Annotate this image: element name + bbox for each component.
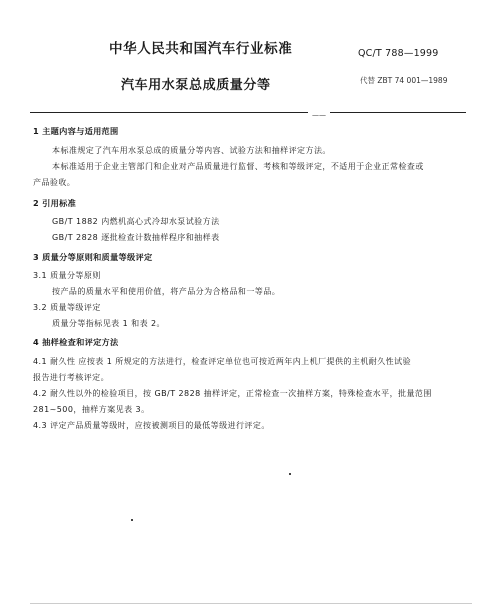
section-3-heading: 3 质量分等原则和质量等级评定 [33, 252, 153, 262]
standard-title: 中华人民共和国汽车行业标准 [109, 41, 293, 57]
clause-4-2-line-2: 281~500，抽样方案见表 3。 [33, 405, 150, 414]
section-1-paragraph-2-line-2: 产品验收。 [33, 178, 76, 187]
reference-gb-t-1882: GB/T 1882 内燃机高心式冷却水泵试验方法 [52, 217, 220, 226]
clause-4-1-line-2: 报告进行考核评定。 [33, 373, 110, 382]
clause-3-1-heading: 3.1 质量分等原则 [33, 271, 101, 280]
section-1-heading: 1 主题内容与适用范围 [33, 126, 119, 136]
clause-4-2-line-1: 4.2 耐久性以外的检验项目，按 GB/T 2828 抽样评定，正常检查一次抽样方案，特殊检查水平，批量范围 [33, 389, 432, 398]
section-1-paragraph-1: 本标准规定了汽车用水泵总成的质量分等内容、试验方法和抽样评定方法。 [52, 146, 331, 155]
header-rule-right [330, 112, 466, 113]
section-1-paragraph-2-line-1: 本标准适用于企业主管部门和企业对产品质量进行监督、考核和等级评定，不适用于企业正常检查或 [52, 162, 424, 171]
section-4-heading: 4 抽样检查和评定方法 [33, 337, 119, 347]
scan-speck [131, 519, 133, 521]
header-rule-mark: —— [312, 111, 326, 119]
section-2-heading: 2 引用标准 [33, 198, 77, 208]
clause-4-3: 4.3 评定产品质量等级时，应按被测项目的最低等级进行评定。 [33, 421, 270, 430]
clause-4-1-line-1: 4.1 耐久性 应按表 1 所规定的方法进行，检查评定单位也可按近两年内上机厂提供的主机耐久性试验 [33, 357, 412, 366]
reference-gb-t-2828: GB/T 2828 逐批检查计数抽样程序和抽样表 [52, 233, 220, 242]
scan-speck [289, 473, 291, 475]
clause-3-2-text: 质量分等指标见表 1 和表 2。 [52, 319, 166, 328]
standard-code: QC/T 788—1999 [358, 48, 439, 59]
clause-3-1-text: 按产品的质量水平和使用价值，将产品分为合格品和一等品。 [52, 287, 281, 296]
replaces-note: 代替 ZBT 74 001—1989 [360, 76, 448, 85]
clause-3-2-heading: 3.2 质量等级评定 [33, 303, 101, 312]
header-rule-left [30, 112, 308, 113]
document-title: 汽车用水泵总成质量分等 [121, 78, 271, 93]
page-bottom-rule [30, 603, 472, 604]
